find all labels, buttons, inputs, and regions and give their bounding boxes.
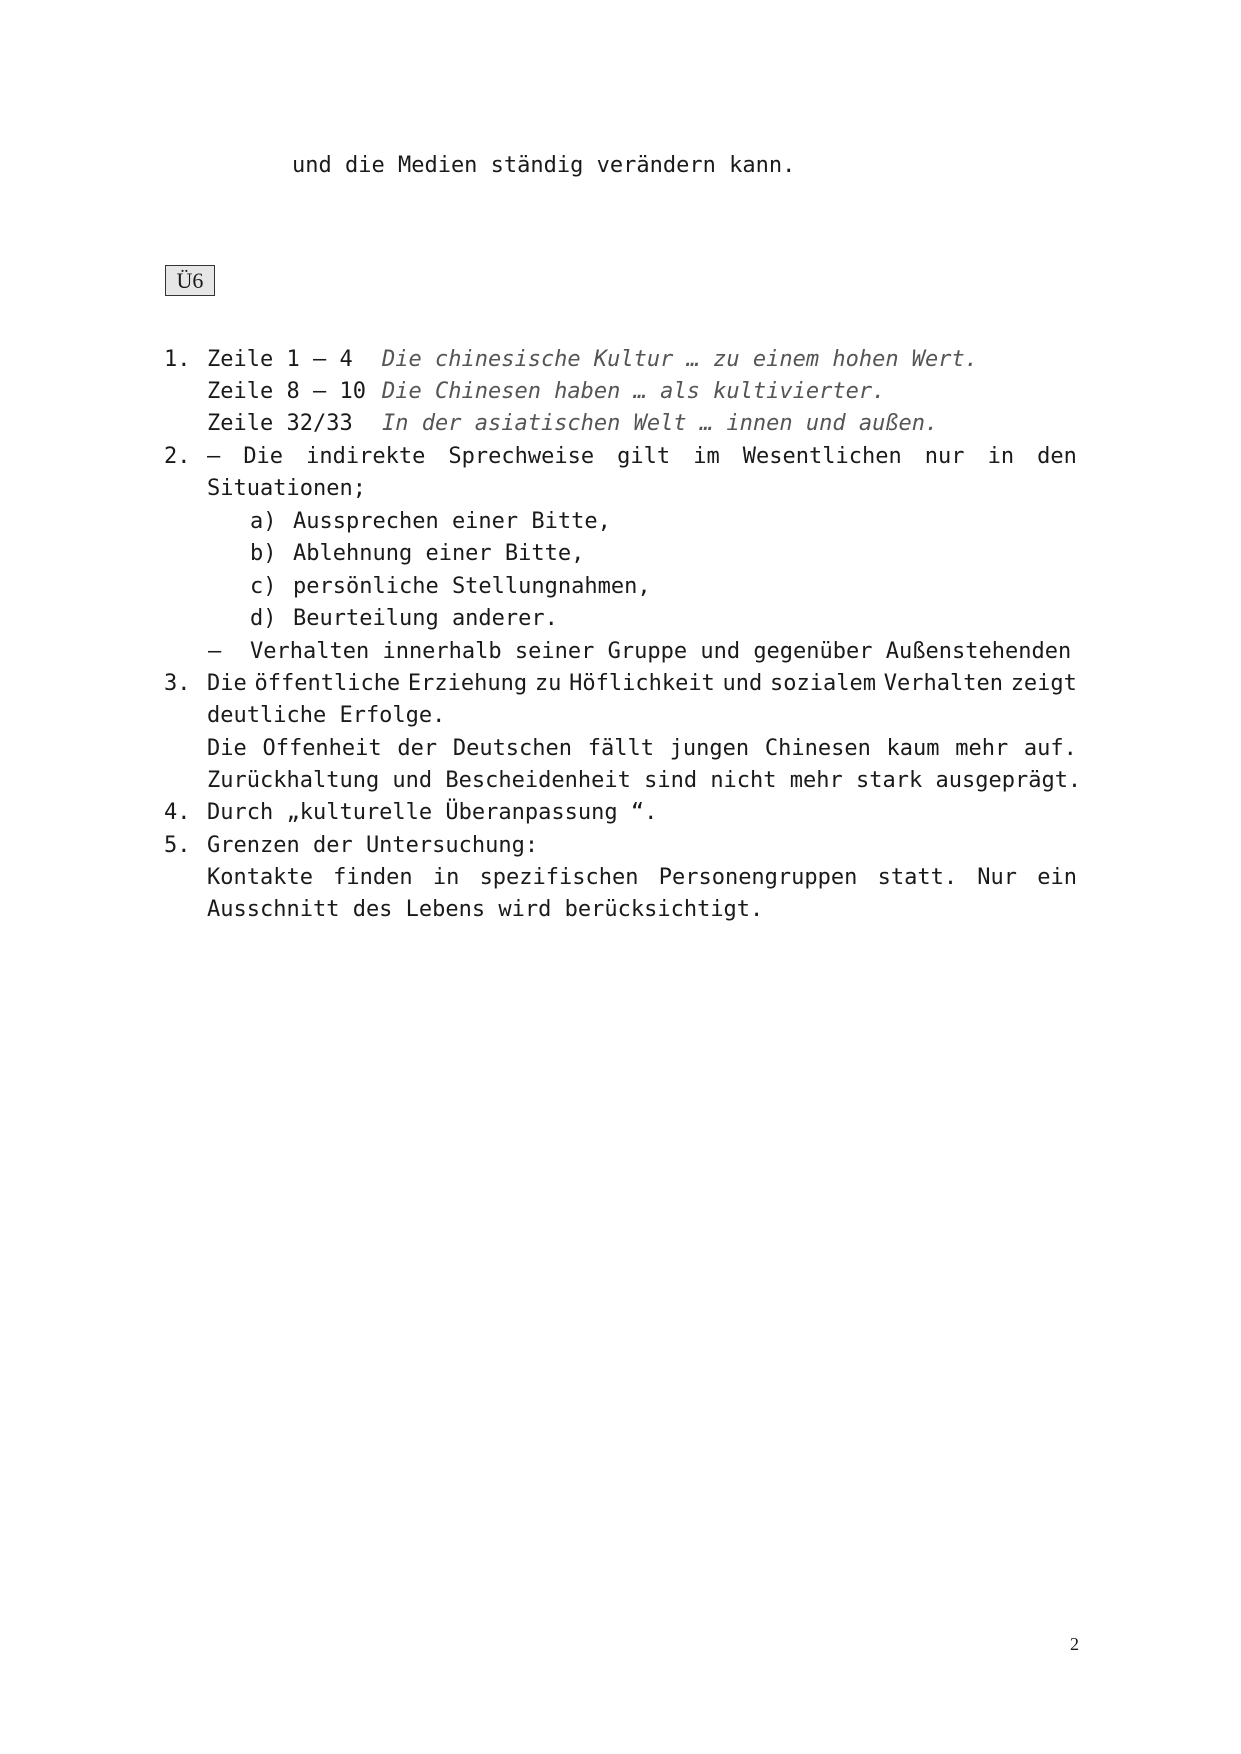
- word: öffentliche: [254, 671, 401, 696]
- item-5-line1: Grenzen der Untersuchung:: [207, 833, 539, 858]
- word: Die: [207, 671, 247, 696]
- word: im: [693, 444, 720, 469]
- word: Die: [207, 736, 247, 761]
- item-5-line3: Ausschnitt des Lebens wird berücksichtigt.: [207, 897, 764, 922]
- word: zeigt: [1010, 671, 1077, 696]
- word: ein: [1037, 865, 1077, 890]
- word: Offenheit: [262, 736, 382, 761]
- item-number: 4.: [164, 800, 191, 825]
- subitem-letter: c): [250, 574, 277, 599]
- ref-line-label: Zeile 8 – 10: [207, 379, 366, 404]
- word: in: [987, 444, 1015, 469]
- word: der: [397, 736, 438, 761]
- word: Nur: [977, 865, 1018, 890]
- item-number: 1.: [164, 347, 191, 372]
- word: spezifischen: [479, 865, 639, 890]
- word: in: [432, 865, 460, 890]
- word: auf.: [1023, 736, 1077, 761]
- word: kaum: [886, 736, 940, 761]
- subitem-text: persönliche Stellungnahmen,: [293, 574, 651, 599]
- item-2-intro: [207, 441, 1077, 473]
- ref-quote: Die chinesische Kultur … zu einem hohen Wert.: [382, 347, 979, 372]
- word: Chinesen: [764, 736, 871, 761]
- word: Erziehung: [407, 671, 528, 696]
- word: –: [207, 444, 221, 469]
- item-3-line2: deutliche Erfolge.: [207, 703, 446, 728]
- item-2-intro-cont: Situationen;: [207, 476, 366, 501]
- word: indirekte: [306, 444, 426, 469]
- subitem-letter: b): [250, 541, 277, 566]
- subitem-text: Aussprechen einer Bitte,: [293, 509, 611, 534]
- word: und: [722, 671, 763, 696]
- word: Personengruppen: [658, 865, 858, 890]
- word: Sprechweise: [448, 444, 595, 469]
- word: Wesentlichen: [742, 444, 902, 469]
- word: Verhalten: [883, 671, 1003, 696]
- word: Deutschen: [452, 736, 573, 761]
- word: Kontakte: [207, 865, 313, 890]
- word: nur: [924, 444, 965, 469]
- item-3-line1: [207, 668, 1077, 700]
- word: sozialem: [770, 671, 876, 696]
- item-5-line2: [207, 862, 1077, 894]
- dash-text: Verhalten innerhalb seiner Gruppe und gegenüber Außenstehenden: [250, 639, 1072, 664]
- item-number: 5.: [164, 833, 191, 858]
- word: Die: [243, 444, 284, 469]
- word: mehr: [955, 736, 1009, 761]
- item-number: 3.: [164, 671, 191, 696]
- item-number: 2.: [164, 444, 191, 469]
- subitem-letter: d): [250, 606, 277, 631]
- item-3-line4: Zurückhaltung und Bescheidenheit sind nicht mehr stark ausgeprägt.: [207, 768, 1082, 793]
- word: finden: [333, 865, 413, 890]
- ref-line-label: Zeile 32/33: [207, 411, 353, 436]
- word: statt.: [877, 865, 958, 890]
- ref-quote: In der asiatischen Welt … innen und außen.: [382, 411, 939, 436]
- ref-quote: Die Chinesen haben … als kultivierter.: [382, 379, 886, 404]
- ref-line-label: Zeile 1 – 4: [207, 347, 353, 372]
- page-number: 2: [1070, 1634, 1079, 1654]
- word: fällt: [587, 736, 654, 761]
- word: Höflichkeit: [569, 671, 715, 696]
- subitem-text: Beurteilung anderer.: [293, 606, 558, 631]
- intro-line: und die Medien ständig verändern kann.: [292, 153, 796, 178]
- word: zu: [534, 671, 562, 696]
- section-badge: Ü6: [165, 265, 215, 296]
- dash-marker: –: [208, 639, 222, 664]
- item-4-text: Durch „kulturelle Überanpassung “.: [207, 800, 658, 825]
- word: gilt: [617, 444, 671, 469]
- subitem-letter: a): [250, 509, 277, 534]
- word: den: [1037, 444, 1077, 469]
- subitem-text: Ablehnung einer Bitte,: [293, 541, 585, 566]
- item-3-line3: [207, 733, 1077, 765]
- word: jungen: [669, 736, 750, 761]
